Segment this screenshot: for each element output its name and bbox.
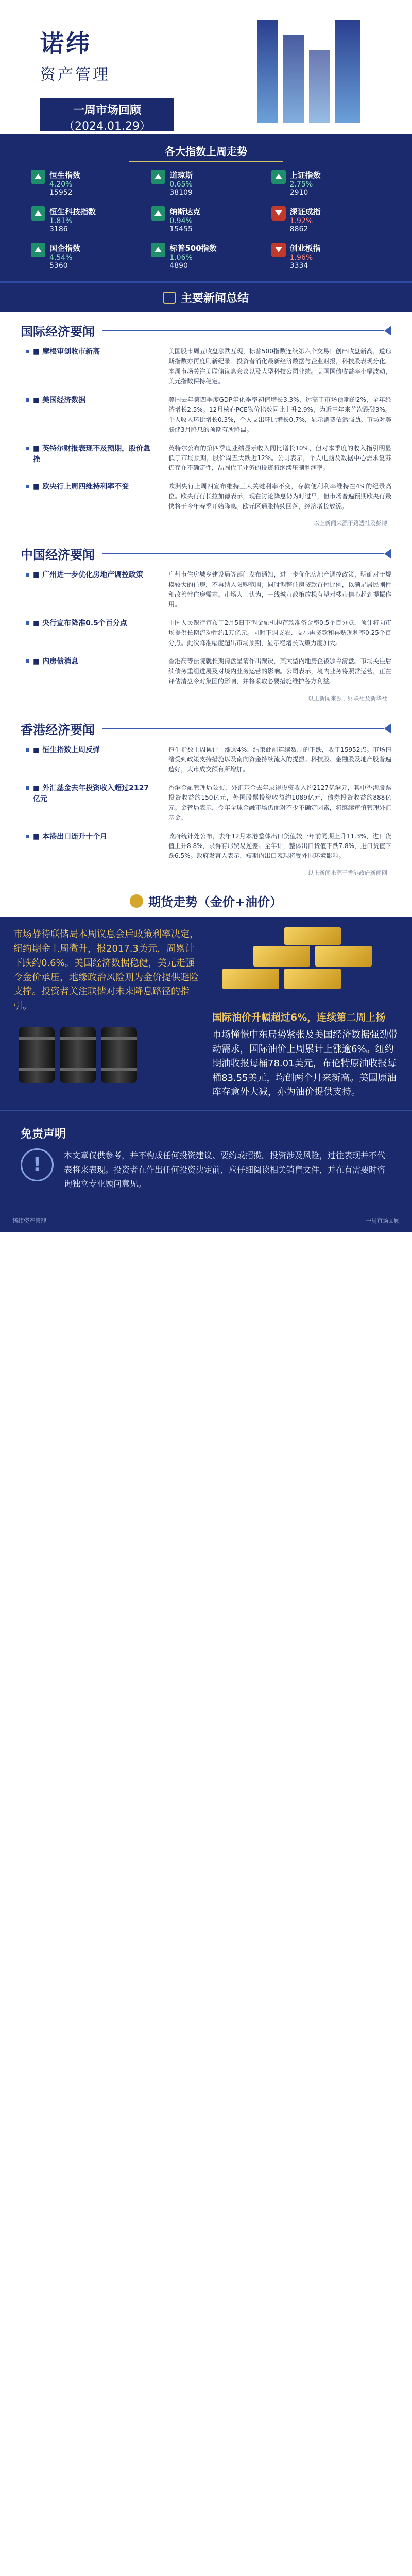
news-title[interactable]: ■ 美国经济数据 bbox=[26, 395, 160, 435]
index-change: 1.96% bbox=[289, 253, 313, 262]
futures-title: 期货走势（金价+油价） bbox=[148, 895, 283, 910]
news-title[interactable]: ■ 外汇基金去年投资收入超过2127亿元 bbox=[26, 783, 160, 823]
arrow-up-icon bbox=[151, 206, 165, 221]
news-body: 恒生指数上周累计上涨逾4%，结束此前连续数周的下跌，收于15952点。市场情绪受到政策支持措施以及南向资金持续流入的提振。科技股、金融股及地产股普遍造好，大市成交额有所增加。 bbox=[160, 745, 391, 775]
index-change: 2.75% bbox=[289, 180, 313, 189]
index-item bbox=[151, 243, 261, 270]
oil-headline: 国际油价升幅超过6%，连续第二周上扬 bbox=[212, 1011, 386, 1023]
index-value: 8862 bbox=[289, 225, 308, 233]
arrow-up-icon bbox=[151, 170, 165, 184]
heading-rule bbox=[102, 330, 384, 331]
disclaimer-title: 免责声明 bbox=[21, 1128, 66, 1141]
disclaimer-section bbox=[0, 1110, 412, 1211]
arrow-down-icon bbox=[271, 206, 286, 221]
heading-triangle-icon bbox=[384, 549, 391, 559]
futures-block bbox=[0, 917, 412, 1110]
news-item bbox=[0, 568, 412, 610]
footer bbox=[0, 1211, 412, 1232]
news-item bbox=[0, 743, 412, 775]
index-item bbox=[271, 206, 381, 233]
hongkong-source: 以上新闻来源于香港政府新闻网 bbox=[308, 869, 387, 876]
news-body: 广州市住房城乡建设局等部门发布通知，进一步优化房地产调控政策，明确对于规模较大的住房，不再纳入限购范围；同时调整住房贷款首付比例，以满足居民刚性和改善性住房需求。市场人士认为，一线城市政策放松有望对楼市信心起到提振作用。 bbox=[160, 570, 391, 610]
index-name: 标普500指数 bbox=[169, 244, 217, 253]
gold-column bbox=[13, 927, 200, 1099]
index-change: 1.06% bbox=[169, 253, 193, 262]
index-value: 4890 bbox=[169, 262, 188, 270]
china-source: 以上新闻来源于财联社及新华社 bbox=[308, 694, 387, 702]
news-body: 英特尔公布的第四季度业绩显示收入同比增长10%，但对本季度的收入指引明显低于市场预期，股价周五大跌近12%。公司表示，个人电脑及数据中心需求复苏仍存在不确定性，晶圆代工业务的投资将继续压制利润率。 bbox=[160, 444, 391, 473]
index-item bbox=[271, 243, 381, 270]
index-item bbox=[31, 170, 141, 197]
index-change: 4.54% bbox=[49, 253, 73, 262]
index-change: 1.81% bbox=[49, 217, 73, 225]
index-name: 深证成指 bbox=[289, 207, 321, 216]
index-value: 3186 bbox=[49, 225, 68, 233]
news-item bbox=[0, 781, 412, 823]
index-text bbox=[49, 206, 96, 233]
weekly-index-panel bbox=[0, 134, 412, 281]
oil-column bbox=[212, 927, 399, 1099]
arrow-up-icon bbox=[151, 243, 165, 257]
news-title[interactable]: ■ 欧央行上周四维持利率不变 bbox=[26, 482, 160, 512]
hero-header bbox=[0, 0, 412, 134]
news-title[interactable]: ■ 央行宣布降准0.5个百分点 bbox=[26, 618, 160, 648]
index-change: 4.20% bbox=[49, 180, 73, 189]
news-item bbox=[0, 345, 412, 387]
gold-bars-icon bbox=[212, 927, 399, 1005]
index-item bbox=[151, 170, 261, 197]
news-title[interactable]: ■ 广州进一步优化房地产调控政策 bbox=[26, 570, 160, 610]
index-change: 0.65% bbox=[169, 180, 193, 189]
index-value: 5360 bbox=[49, 262, 68, 270]
index-name: 创业板指 bbox=[289, 244, 321, 253]
news-body: 政府统计处公布，去年12月本港整体出口货值较一年前同期上升11.3%，进口货值上升8.8%，录得有形贸易逆差。全年计，整体出口货值下跌7.8%，进口货值下跌6.5%。政府发言人表示，短期内出口表现将受外围环境影响。 bbox=[160, 832, 391, 861]
index-item bbox=[31, 206, 141, 233]
logo-icon bbox=[258, 20, 366, 123]
report-title-box bbox=[40, 98, 174, 131]
index-value: 2910 bbox=[289, 189, 308, 197]
news-body: 中国人民银行宣布于2月5日下调金融机构存款准备金率0.5个百分点，预计将向市场提供长期流动性约1万亿元。同时下调支农、支小再贷款和再贴现利率0.25个百分点。此次降准幅度超出市场预期，显示稳增长政策力度加大。 bbox=[160, 618, 391, 648]
index-text bbox=[49, 170, 80, 197]
heading-rule bbox=[102, 553, 384, 554]
news-title[interactable]: ■ 本港出口连升十个月 bbox=[26, 832, 160, 861]
china-section bbox=[0, 535, 412, 710]
title-underline bbox=[129, 161, 283, 162]
news-body: 欧洲央行上周四宣布维持三大关键利率不变，存款便利利率维持在4%的纪录高位。欧央行行长拉加德表示，现在讨论降息仍为时过早，但市场普遍预期欧央行最快将于今年春季开始降息。欧元区通胀持续回落，经济增长放缓。 bbox=[160, 482, 391, 512]
futures-banner bbox=[0, 885, 412, 917]
report-title: 一周市场回顾 bbox=[73, 104, 141, 117]
news-body: 香港高等法院就长期清盘呈请作出裁决，某大型内地房企被颁令清盘。市场关注后续债务重组进展及对境内业务运营的影响。公司表示，境内业务将照常运营，正在评估清盘令对集团的影响，并将采取必要措施维护各方利益。 bbox=[160, 656, 391, 686]
index-item bbox=[271, 170, 381, 197]
news-icon bbox=[163, 292, 176, 304]
brand-subtitle: 资产管理 bbox=[40, 66, 110, 84]
news-title[interactable]: ■ 英特尔财报表现不及预期，股价急挫 bbox=[26, 444, 160, 473]
international-heading: 国际经济要闻 bbox=[21, 325, 95, 339]
index-grid bbox=[31, 170, 381, 270]
news-item bbox=[0, 616, 412, 648]
index-text bbox=[169, 243, 216, 270]
hongkong-heading-row bbox=[21, 720, 391, 738]
international-news-list bbox=[0, 345, 412, 512]
index-item bbox=[31, 243, 141, 270]
brand bbox=[40, 25, 110, 84]
index-name: 国企指数 bbox=[49, 244, 81, 253]
gold-coin-icon bbox=[130, 894, 143, 908]
news-title[interactable]: ■ 摩根审创收市新高 bbox=[26, 347, 160, 387]
china-heading-row bbox=[21, 545, 391, 563]
news-item bbox=[0, 829, 412, 861]
china-news-list bbox=[0, 568, 412, 686]
disclaimer-text: 本文章仅供参考，并不构成任何投资建议、要约或招揽。投资涉及风险，过往表现并不代表将来表现。投资者在作出任何投资决定前，应仔细阅读相关销售文件，并在有需要时咨询独立专业顾问意见。 bbox=[64, 1150, 386, 1189]
index-name: 上证指数 bbox=[289, 171, 321, 180]
index-text bbox=[290, 243, 321, 270]
hongkong-heading: 香港经济要闻 bbox=[21, 722, 95, 737]
international-section bbox=[0, 312, 412, 535]
china-heading: 中国经济要闻 bbox=[21, 548, 95, 563]
index-value: 3334 bbox=[289, 262, 308, 270]
news-title[interactable]: ■ 恒生指数上周反弹 bbox=[26, 745, 160, 775]
news-item bbox=[0, 393, 412, 435]
arrow-up-icon bbox=[31, 243, 45, 257]
news-item bbox=[0, 654, 412, 686]
gold-commentary: 市场静待联储局本周议息会后政策利率决定，纽约期金上周微升，报2017.3美元，周累计下跌约0.6%。美国经济数据稳健，美元走强令金价承压，地缘政治风险则为金价提供避险支撑。投资者关注联储对未来降息路径的指引。 bbox=[13, 928, 199, 1012]
oil-commentary: 市场憧憬中东局势紧张及美国经济数据强劲带动需求，国际油价上周累计上涨逾6%。纽约期油收报每桶78.01美元，布伦特原油收报每桶83.55美元，均创两个月来新高。美国原油库存意外大减，亦为油价提供支持。 bbox=[212, 1029, 398, 1098]
index-name: 恒生科技指数 bbox=[49, 207, 96, 216]
index-value: 38109 bbox=[169, 189, 193, 197]
heading-triangle-icon bbox=[384, 723, 391, 734]
index-value: 15952 bbox=[49, 189, 73, 197]
footer-right: 一周市场回顾 bbox=[366, 1217, 400, 1224]
international-source: 以上新闻来源于路透社及彭博 bbox=[314, 520, 387, 527]
heading-triangle-icon bbox=[384, 326, 391, 336]
index-change: 1.92% bbox=[289, 217, 313, 225]
disclaimer-body bbox=[21, 1148, 391, 1191]
index-name: 纳斯达克 bbox=[169, 207, 201, 216]
oil-barrel-icon bbox=[13, 1022, 200, 1089]
news-title[interactable]: ■ 内房债消息 bbox=[26, 656, 160, 686]
news-body: 香港金融管理局公布，外汇基金去年录得投资收入约2127亿港元，其中香港股票投资收益约150亿元，外国股票投资收益约1089亿元，债券投资收益约888亿元。金管局表示，今年全球金融市场仍面对不少不确定因素，将继续审慎管理外汇基金。 bbox=[160, 783, 391, 823]
news-summary-title: 主要新闻总结 bbox=[180, 292, 249, 305]
futures-grid bbox=[13, 927, 399, 1099]
footer-left: 诺纬资产管理 bbox=[12, 1217, 46, 1224]
international-heading-row bbox=[21, 321, 391, 340]
index-name: 恒生指数 bbox=[49, 171, 81, 180]
index-text bbox=[169, 206, 200, 233]
report-date: （2024.01.29） bbox=[63, 120, 151, 133]
arrow-up-icon bbox=[31, 206, 45, 221]
index-item bbox=[151, 206, 261, 233]
heading-rule bbox=[102, 728, 384, 729]
index-change: 0.94% bbox=[169, 217, 193, 225]
news-item bbox=[0, 442, 412, 473]
hongkong-section bbox=[0, 710, 412, 885]
index-text bbox=[290, 170, 321, 197]
news-body: 美国去年第四季度GDP年化季率初值增长3.3%，远高于市场预期的2%，全年经济增长2.5%。12月核心PCE物价指数同比上升2.9%，为近三年来首次跌破3%。个人收入环比增长0.3%，个人支出环比增长0.7%，显示消费依然强劲。市场对美联储3月降息的预期有所降温。 bbox=[160, 395, 391, 435]
page bbox=[0, 0, 412, 1232]
news-summary-banner bbox=[0, 281, 412, 312]
index-text bbox=[290, 206, 321, 233]
arrow-down-icon bbox=[271, 243, 286, 257]
brand-name: 诺纬 bbox=[40, 29, 92, 57]
index-name: 道琼斯 bbox=[169, 171, 193, 180]
index-value: 15455 bbox=[169, 225, 193, 233]
news-body: 美国股市周五收盘涨跌互现，标普500指数连续第六个交易日创出收盘新高，道琼斯指数亦再度刷新纪录。投资者消化最新经济数据与企业财报，科技股表现分化。本周市场关注美联储议息会议以及大型科技公司业绩。美国国债收益率小幅波动，美元指数保持稳定。 bbox=[160, 347, 391, 387]
weekly-index-title: 各大指数上周走势 bbox=[165, 145, 247, 158]
warning-icon bbox=[21, 1148, 54, 1181]
hongkong-news-list bbox=[0, 743, 412, 861]
news-item bbox=[0, 480, 412, 512]
arrow-up-icon bbox=[31, 170, 45, 184]
index-text bbox=[169, 170, 193, 197]
index-text bbox=[49, 243, 80, 270]
arrow-up-icon bbox=[271, 170, 286, 184]
